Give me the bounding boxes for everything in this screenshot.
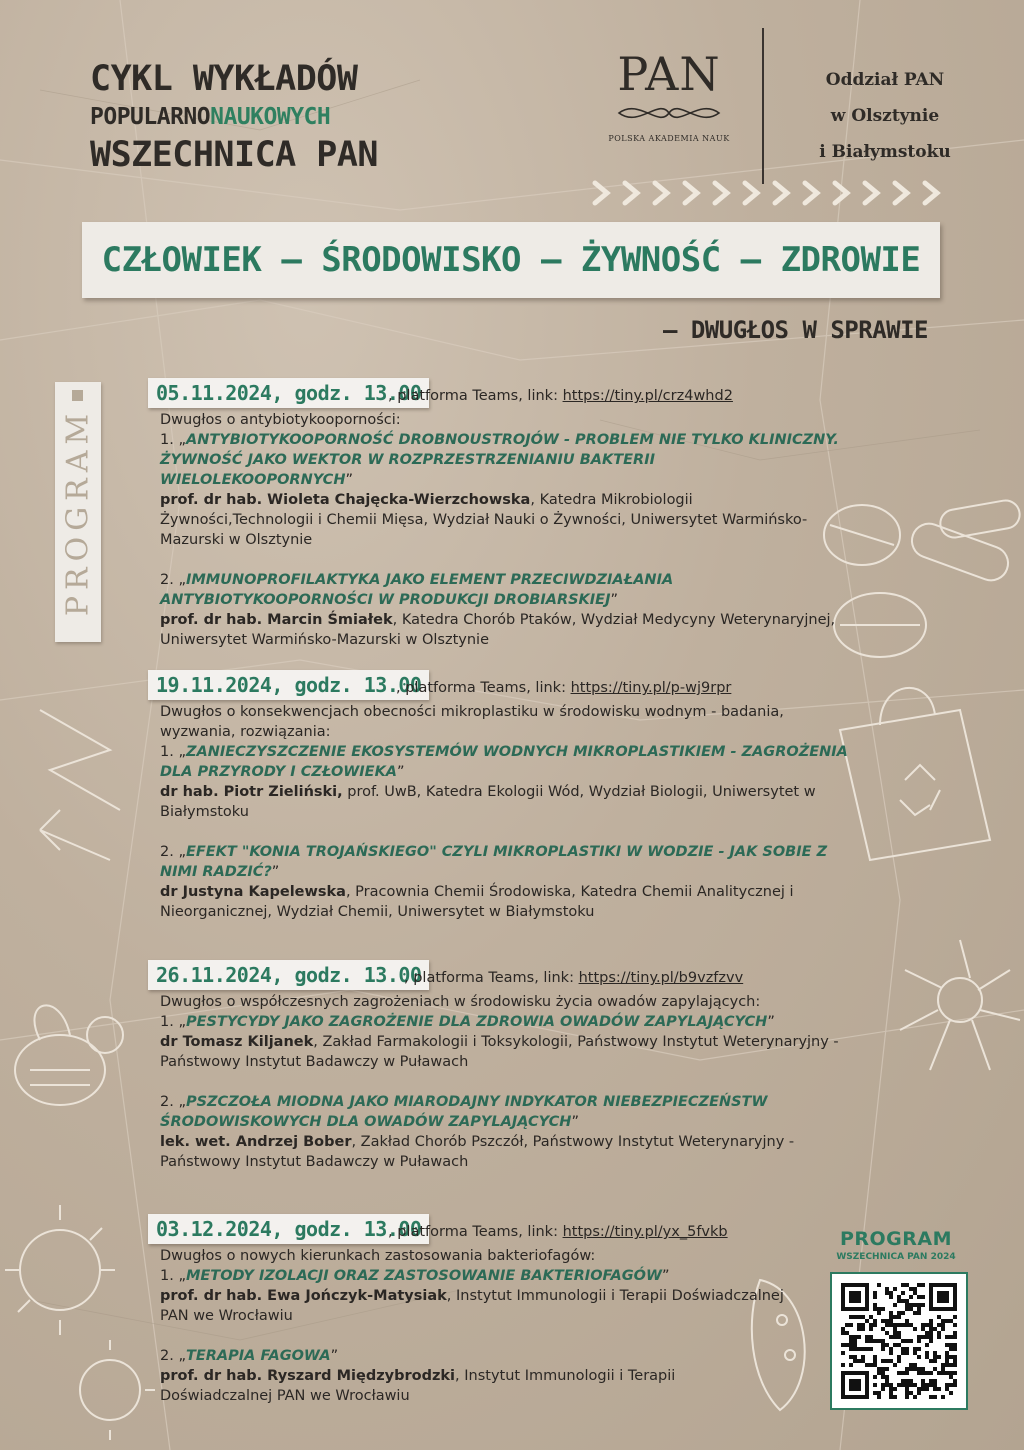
spacer [160, 550, 848, 570]
speaker-name: prof. dr hab. Ewa Jończyk-Matysiak [160, 1288, 447, 1304]
wheat-ornament-icon [585, 178, 945, 208]
talk-title-text: PSZCZOŁA MIODNA JAKO MIARODAJNY INDYKATOR NIEBEZPIECZEŃSTW ŚRODOWISKOWYCH DLA OWADÓW ZAPYLAJĄCYCH [160, 1094, 768, 1130]
main-title: CZŁOWIEK – ŚRODOWISKO – ŻYWNOŚĆ – ZDROWIE [101, 240, 921, 280]
talk-title [160, 1092, 848, 1132]
series-title-line2 [90, 100, 510, 134]
infinity-swirl-icon [609, 98, 729, 128]
branch-line1: Oddział PAN [825, 70, 945, 90]
session-4 [148, 1214, 788, 1406]
talk-title-close: ” [662, 1268, 670, 1284]
branch-name [790, 62, 980, 170]
session-intro: Dwugłos o nowych kierunkach zastosowania bakteriofagów: [160, 1248, 596, 1264]
speaker-affiliation: , Katedra Mikrobiologii Żywności,Technologii i Chemii Mięsa, Wydział Nauki o Żywności, Uniwersytet Warmińsko-Mazurski w Olsztynie [160, 492, 808, 548]
pan-logo [594, 47, 744, 143]
session-3 [148, 960, 848, 1172]
speaker-affiliation: , Zakład Farmakologii i Toksykologii, Państwowy Instytut Weterynaryjny - Państwowy Instytut Badawczy w Puławach [160, 1034, 839, 1070]
series-title-line2-a: POPULARNO [90, 104, 211, 130]
talk-title-close: ” [271, 864, 280, 880]
talk-number: 1. „ [160, 432, 186, 448]
speaker-affiliation: , Instytut Immunologii i Terapii Doświadczalnej PAN we Wrocławiu [160, 1288, 784, 1324]
program-tag [55, 382, 101, 642]
session-2 [148, 670, 848, 922]
session-intro: Dwugłos o antybiotykooporności: [160, 412, 401, 428]
program-tag-square [72, 390, 83, 401]
talk-title-text: IMMUNOPROFILAKTYKA JAKO ELEMENT PRZECIWDZIAŁANIA ANTYBIOTYKOOPORNOŚCI W PRODUKCJI DROBIARSKIEJ [160, 572, 674, 608]
session-1 [148, 378, 848, 650]
speaker-affiliation: , Zakład Chorób Pszczół, Państwowy Instytut Weterynaryjny - Państwowy Instytut Badawczy w Puławach [160, 1134, 795, 1170]
program-tag-label: PROGRAM [60, 407, 96, 617]
branch-line2: w Olsztynie [830, 106, 940, 126]
qr-label [826, 1228, 966, 1262]
session-header [148, 960, 848, 992]
qr-label-title: PROGRAM [839, 1228, 953, 1250]
session-date: 26.11.2024, godz. 13.00 [148, 960, 429, 990]
spacer [160, 1326, 788, 1346]
platform-text: , platforma Teams, link: [396, 680, 571, 696]
talk-title-text: ANTYBIOTYKOOPORNOŚĆ DROBNOUSTROJÓW - PROBLEM NIE TYLKO KLINICZNY. ŻYWNOŚĆ JAKO WEKTOR W ROZPRZESTRZENIANIU BAKTERII WIELOLEKOOPORNYCH [160, 432, 839, 488]
speaker-name: dr Tomasz Kiljanek [160, 1034, 314, 1050]
talk-title-close: ” [345, 472, 353, 488]
main-subtitle: – DWUGŁOS W SPRAWIE [662, 316, 928, 344]
talk-speaker [160, 490, 848, 550]
talk-number: 2. „ [160, 1348, 186, 1364]
series-title [90, 58, 510, 176]
teams-link[interactable]: https://tiny.pl/yx_5fvkb [562, 1224, 728, 1240]
talk-speaker [160, 610, 848, 650]
talk-number: 2. „ [160, 844, 186, 860]
talk-speaker [160, 782, 848, 822]
speaker-name: lek. wet. Andrzej Bober [160, 1134, 352, 1150]
teams-link[interactable]: https://tiny.pl/p-wj9rpr [570, 680, 732, 696]
header-divider [762, 28, 764, 184]
speaker-affiliation: prof. UwB, Katedra Ekologii Wód, Wydział Biologii, Uniwersytet w Białymstoku [160, 784, 816, 820]
session-platform [388, 1222, 728, 1242]
session-header [148, 378, 848, 410]
talk-number: 2. „ [160, 572, 186, 588]
talk-title-text: ZANIECZYSZCZENIE EKOSYSTEMÓW WODNYCH MIKROPLASTIKIEM - ZAGROŻENIA DLA PRZYRODY I CZŁOWIEKA [160, 744, 848, 780]
talk-title-text: METODY IZOLACJI ORAZ ZASTOSOWANIE BAKTERIOFAGÓW [185, 1268, 663, 1284]
arrows-illustration [20, 690, 140, 890]
talk-number: 1. „ [160, 1268, 186, 1284]
speaker-name: prof. dr hab. Ryszard Międzybrodzki [160, 1368, 456, 1384]
session-date: 03.12.2024, godz. 13.00 [148, 1214, 429, 1244]
session-platform [388, 386, 733, 406]
speaker-affiliation: , Katedra Chorób Ptaków, Wydział Medycyny Weterynaryjnej, Uniwersytet Warmińsko-Mazurski w Olsztynie [160, 612, 836, 648]
talk-number: 1. „ [160, 1014, 186, 1030]
talk-title [160, 570, 848, 610]
pan-logo-text: PAN [617, 47, 721, 101]
series-title-line2-b: NAUKOWYCH [210, 104, 331, 130]
talk-title [160, 742, 848, 782]
series-title-line1: CYKL WYKŁADÓW [90, 59, 358, 99]
session-intro: Dwugłos o współczesnych zagrożeniach w środowisku życia owadów zapylających: [160, 994, 761, 1010]
talk-speaker [160, 1132, 848, 1172]
talk-number: 2. „ [160, 1094, 186, 1110]
spacer [160, 1072, 848, 1092]
talk-title-close: ” [610, 592, 618, 608]
talk-speaker [160, 1032, 848, 1072]
talk-title [160, 430, 848, 490]
talk-title-close: ” [571, 1114, 579, 1130]
speaker-name: dr Justyna Kapelewska [160, 884, 346, 900]
speaker-name: prof. dr hab. Wioleta Chajęcka-Wierzchowska [160, 492, 531, 508]
session-platform [404, 968, 743, 988]
session-body [148, 992, 848, 1172]
speaker-affiliation: , Instytut Immunologii i Terapii Doświadczalnej PAN we Wrocławiu [160, 1368, 676, 1404]
qr-code-icon [832, 1274, 966, 1408]
series-title-line3: WSZECHNICA PAN [90, 135, 379, 175]
session-intro: Dwugłos o konsekwencjach obecności mikroplastiku w środowisku wodnym - badania, wyzwania, rozwiązania: [160, 704, 784, 740]
teams-link[interactable]: https://tiny.pl/b9vzfzvv [578, 970, 744, 986]
session-date: 19.11.2024, godz. 13.00 [148, 670, 429, 700]
spacer [160, 822, 848, 842]
bee-illustration [0, 990, 140, 1130]
talk-title-text: TERAPIA FAGOWA [185, 1348, 331, 1364]
talk-speaker [160, 1366, 788, 1406]
talk-title [160, 1346, 788, 1366]
speaker-affiliation: , Pracownia Chemii Środowiska, Katedra Chemii Analitycznej i Nieorganicznej, Wydział Chemii, Uniwersytet w Białymstoku [160, 884, 794, 920]
qr-label-subtitle: WSZECHNICA PAN 2024 [836, 1252, 956, 1262]
talk-speaker [160, 882, 848, 922]
session-header [148, 1214, 788, 1246]
platform-text: , platforma Teams, link: [404, 970, 579, 986]
bacteria-illustration [0, 1190, 170, 1450]
recycle-bag-illustration [820, 670, 1010, 870]
main-title-banner [82, 222, 940, 298]
session-date: 05.11.2024, godz. 13.00 [148, 378, 429, 408]
talk-title-close: ” [397, 764, 405, 780]
talk-title-text: PESTYCYDY JAKO ZAGROŻENIE DLA ZDROWIA OWADÓW ZAPYLAJĄCYCH [185, 1014, 768, 1030]
session-body [148, 1246, 788, 1406]
talk-title [160, 1012, 848, 1032]
flower-illustration [880, 920, 1024, 1090]
platform-text: , platforma Teams, link: [388, 1224, 563, 1240]
qr-code[interactable] [830, 1272, 968, 1410]
session-body [148, 702, 848, 922]
session-body [148, 410, 848, 650]
session-header [148, 670, 848, 702]
talk-speaker [160, 1286, 788, 1326]
session-platform [396, 678, 731, 698]
speaker-name: prof. dr hab. Marcin Śmiałek [160, 612, 393, 628]
talk-title [160, 842, 848, 882]
talk-title-close: ” [330, 1348, 339, 1364]
talk-title [160, 1266, 788, 1286]
platform-text: , platforma Teams, link: [388, 388, 563, 404]
speaker-name: dr hab. Piotr Zieliński, [160, 784, 343, 800]
talk-title-text: EFEKT "KONIA TROJAŃSKIEGO" CZYLI MIKROPLASTIKI W WODZIE - JAK SOBIE Z NIMI RADZIĆ? [160, 844, 828, 880]
branch-line3: i Białymstoku [819, 142, 951, 162]
talk-number: 1. „ [160, 744, 186, 760]
talk-title-close: ” [767, 1014, 775, 1030]
teams-link[interactable]: https://tiny.pl/crz4whd2 [562, 388, 733, 404]
pan-logo-subtitle: POLSKA AKADEMIA NAUK [608, 134, 730, 143]
